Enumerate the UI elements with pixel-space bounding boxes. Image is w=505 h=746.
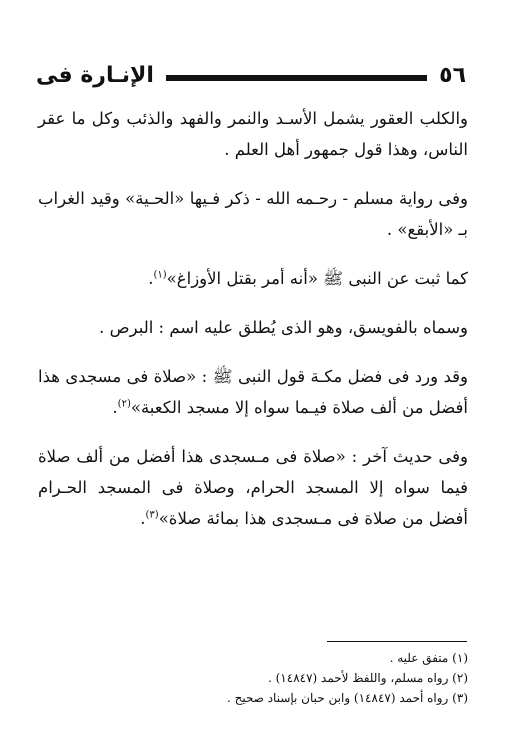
- body-text: [38, 103, 468, 534]
- paragraph-end: .: [148, 269, 154, 288]
- footnote-rule: [327, 641, 467, 642]
- paragraph-text: وفى رواية مسلم - رحـمه الله - ذكر فـيها «الحـية» وقيد الغراب بـ «الأبقع» .: [38, 189, 468, 239]
- footnotes: [38, 648, 468, 708]
- running-title: الإنـارة فى: [36, 62, 154, 88]
- paragraph-text: وقد ورد فى فضل مكـة قول النبى ﷺ : «صلاة فى مسجدى هذا أفضل من ألف صلاة فيـما سواه إلا مسجد الكعبة»: [38, 367, 468, 417]
- header-rule: [166, 75, 427, 81]
- paragraph-6: [38, 441, 468, 534]
- paragraph-end: .: [112, 398, 118, 417]
- page-header: [36, 58, 466, 92]
- paragraph-text: وسماه بالفويسق، وهو الذى يُطلق عليه اسم : البرص .: [99, 318, 468, 337]
- paragraph-2: [38, 183, 468, 245]
- footnote-ref[interactable]: (١): [153, 269, 167, 281]
- page-number: ٥٦: [439, 62, 466, 88]
- footnote-3: (٣) رواه أحمد (١٤٨٤٧) وابن حبان بإسناد صحيح .: [226, 691, 468, 705]
- paragraph-end: .: [140, 509, 146, 528]
- footnote-ref[interactable]: (٢): [117, 398, 131, 410]
- paragraph-text: والكلب العقور يشمل الأسـد والنمر والفهد والذئب وكل ما عقر الناس، وهذا قول جمهور أهل العلم .: [38, 109, 468, 159]
- footnote-ref[interactable]: (٣): [145, 509, 159, 521]
- paragraph-4: [38, 312, 468, 343]
- paragraph-3: [38, 263, 468, 294]
- paragraph-text: كما ثبت عن النبى ﷺ «أنه أمر بقتل الأوزاغ»: [166, 269, 468, 288]
- footnote-2: (٢) رواه مسلم، واللفظ لأحمد (١٤٨٤٧) .: [267, 671, 468, 685]
- paragraph-5: [38, 361, 468, 423]
- paragraph-text: وفى حديث آخر : «صلاة فى مـسجدى هذا أفضل من ألف صلاة فيما سواه إلا المسجد الحرام، وصلاة فى المسجد الحـرام أفضل من صلاة فى مـسجدى هذا بمائة صلاة»: [38, 447, 468, 528]
- footnote-1: (١) متفق عليه .: [389, 651, 468, 665]
- paragraph-1: [38, 103, 468, 165]
